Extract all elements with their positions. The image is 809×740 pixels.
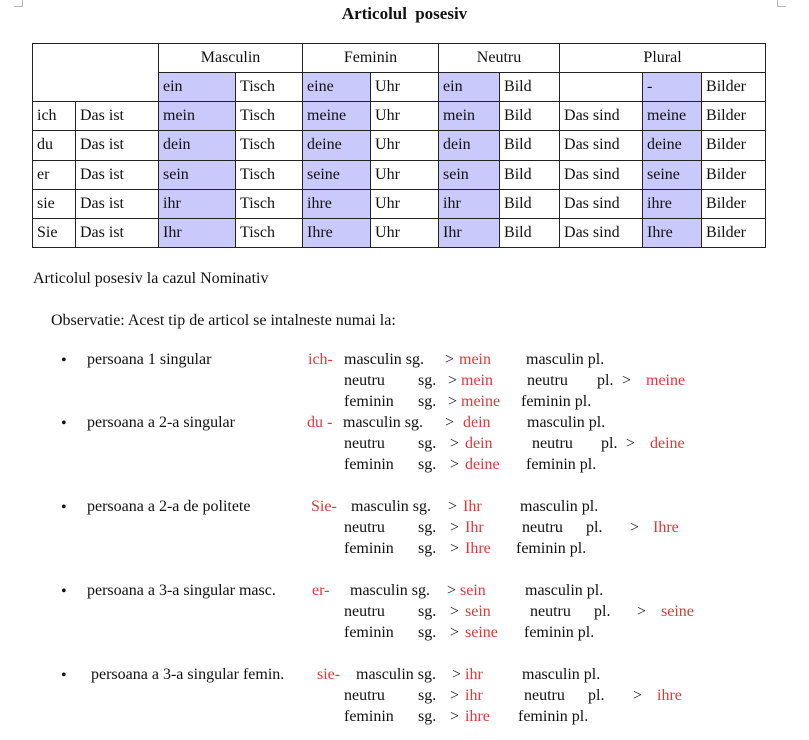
- table-cell: Tisch: [236, 73, 303, 102]
- header-feminin: Feminin: [303, 44, 439, 73]
- possessive-feminin: seine: [465, 624, 498, 641]
- pronoun: er-: [312, 582, 330, 599]
- arrow: >: [448, 393, 458, 410]
- possessive-plural: meine: [646, 372, 686, 389]
- sg-label: sg.: [418, 603, 437, 620]
- pl-label: pl.: [601, 435, 618, 452]
- table-cell: Uhr: [371, 160, 439, 189]
- arrow: >: [448, 372, 458, 389]
- bullet-marker: •: [61, 499, 67, 516]
- table-row: [33, 189, 766, 218]
- table-cell: Das sind: [560, 160, 643, 189]
- table-cell: sie: [33, 189, 76, 218]
- table-row: [33, 218, 766, 247]
- arrow: >: [450, 435, 460, 452]
- header-masculin: Masculin: [159, 44, 303, 73]
- table-cell: Uhr: [371, 131, 439, 160]
- arrow: >: [626, 435, 636, 452]
- possessive-plural: ihre: [657, 687, 682, 704]
- table-cell: deine: [303, 131, 371, 160]
- masculin-pl-label: masculin pl.: [527, 414, 606, 431]
- neutru-sg-label: neutru: [344, 687, 385, 704]
- arrow: >: [450, 687, 460, 704]
- table-cell: Tisch: [236, 189, 303, 218]
- arrow: >: [450, 708, 460, 725]
- arrow: >: [445, 351, 455, 368]
- table-corner-cell: [33, 44, 159, 102]
- possessive-neutru: mein: [461, 372, 493, 389]
- table-cell: Das ist: [76, 218, 159, 247]
- masculin-pl-label: masculin pl.: [520, 498, 599, 515]
- arrow: >: [450, 519, 460, 536]
- table-cell: mein: [439, 102, 500, 131]
- table-cell: Uhr: [371, 102, 439, 131]
- table-cell: Bild: [500, 102, 560, 131]
- sg-label: sg.: [418, 708, 437, 725]
- table-cell: dein: [159, 131, 236, 160]
- feminin-pl-label: feminin pl.: [516, 540, 587, 557]
- table-cell: Ihr: [439, 218, 500, 247]
- header-plural: Plural: [560, 44, 766, 73]
- document-title: Articolul posesiv: [341, 4, 468, 23]
- table-cell: Sie: [33, 218, 76, 247]
- table-cell: Bilder: [702, 160, 766, 189]
- possessive-feminin: meine: [461, 393, 501, 410]
- table-cell: Das ist: [76, 189, 159, 218]
- sg-label: sg.: [418, 456, 437, 473]
- table-cell: dein: [439, 131, 500, 160]
- bullet-marker: •: [61, 415, 67, 432]
- table-cell: Bilder: [702, 218, 766, 247]
- table-cell: Bilder: [702, 73, 766, 102]
- table-cell: eine: [303, 73, 371, 102]
- arrow: >: [633, 687, 643, 704]
- possessive-feminin: deine: [465, 456, 500, 473]
- table-cell: -: [643, 73, 702, 102]
- arrow: >: [450, 624, 460, 641]
- arrow: >: [630, 519, 640, 536]
- possessive-plural: Ihre: [653, 519, 679, 536]
- possessive-feminin: Ihre: [465, 540, 491, 557]
- possessive-masculin: ihr: [465, 666, 483, 683]
- table-cell: Tisch: [236, 218, 303, 247]
- feminin-pl-label: feminin pl.: [526, 456, 597, 473]
- pronoun: Sie-: [311, 498, 337, 515]
- table-cell: du: [33, 131, 76, 160]
- possessive-plural: seine: [661, 603, 694, 620]
- masculin-pl-label: masculin pl.: [526, 351, 605, 368]
- table-cell: [560, 73, 643, 102]
- sg-label: sg.: [418, 393, 437, 410]
- neutru-pl-label: neutru: [532, 435, 573, 452]
- pronoun: ich-: [308, 351, 333, 368]
- arrow: >: [448, 498, 458, 515]
- bullet-marker: •: [61, 583, 67, 600]
- person-label: persoana 1 singular: [87, 351, 212, 368]
- possessive-neutru: Ihr: [465, 519, 484, 536]
- table-cell: Das sind: [560, 102, 643, 131]
- table-cell: ihre: [643, 189, 702, 218]
- pronoun: sie-: [317, 666, 341, 683]
- sg-label: sg.: [418, 519, 437, 536]
- sg-label: sg.: [418, 372, 437, 389]
- possessive-neutru: ihr: [465, 687, 483, 704]
- masculin-sg-label: masculin sg.: [351, 498, 431, 515]
- table-cell: meine: [643, 102, 702, 131]
- bullet-marker: •: [61, 352, 67, 369]
- pronoun: du -: [307, 414, 333, 431]
- person-label: persoana a 2-a de politete: [87, 498, 251, 515]
- person-label: persoana a 3-a singular femin.: [91, 666, 285, 683]
- possessive-masculin: sein: [460, 582, 486, 599]
- table-row: [33, 131, 766, 160]
- table-cell: Tisch: [236, 102, 303, 131]
- table-cell: er: [33, 160, 76, 189]
- table-cell: Das sind: [560, 218, 643, 247]
- arrow: >: [447, 582, 457, 599]
- table-cell: Tisch: [236, 160, 303, 189]
- feminin-sg-label: feminin: [344, 624, 394, 641]
- table-cell: ein: [439, 73, 500, 102]
- table-cell: Bild: [500, 189, 560, 218]
- table-cell: Das ist: [76, 102, 159, 131]
- table-cell: Bild: [500, 160, 560, 189]
- table-cell: Das sind: [560, 131, 643, 160]
- neutru-sg-label: neutru: [344, 603, 385, 620]
- table-header-row: [33, 44, 766, 73]
- table-cell: Bild: [500, 131, 560, 160]
- neutru-sg-label: neutru: [344, 435, 385, 452]
- table-cell: meine: [303, 102, 371, 131]
- table-row: [33, 160, 766, 189]
- neutru-pl-label: neutru: [527, 372, 568, 389]
- possessive-neutru: sein: [465, 603, 491, 620]
- table-cell: ihre: [303, 189, 371, 218]
- observation-text: Observatie: Acest tip de articol se intalneste numai la:: [51, 312, 396, 329]
- possessive-masculin: Ihr: [463, 498, 482, 515]
- table-cell: Das ist: [76, 160, 159, 189]
- table-cell: Uhr: [371, 218, 439, 247]
- neutru-pl-label: neutru: [530, 603, 571, 620]
- neutru-pl-label: neutru: [522, 519, 563, 536]
- masculin-pl-label: masculin pl.: [525, 582, 604, 599]
- neutru-sg-label: neutru: [344, 372, 385, 389]
- masculin-sg-label: masculin sg.: [344, 351, 424, 368]
- feminin-pl-label: feminin pl.: [521, 393, 592, 410]
- table-cell: Ihre: [643, 218, 702, 247]
- feminin-sg-label: feminin: [344, 708, 394, 725]
- person-label: persoana a 2-a singular: [87, 414, 235, 431]
- table-cell: mein: [159, 102, 236, 131]
- feminin-sg-label: feminin: [344, 540, 394, 557]
- feminin-pl-label: feminin pl.: [524, 624, 595, 641]
- arrow: >: [450, 540, 460, 557]
- table-cell: deine: [643, 131, 702, 160]
- arrow: >: [450, 603, 460, 620]
- pl-label: pl.: [597, 372, 614, 389]
- feminin-sg-label: feminin: [344, 393, 394, 410]
- table-cell: Uhr: [371, 189, 439, 218]
- feminin-sg-label: feminin: [344, 456, 394, 473]
- bullet-marker: •: [61, 667, 67, 684]
- table-cell: Das ist: [76, 131, 159, 160]
- table-cell: ich: [33, 102, 76, 131]
- table-cell: Tisch: [236, 131, 303, 160]
- table-cell: seine: [303, 160, 371, 189]
- table-cell: Ihr: [159, 218, 236, 247]
- table-cell: Uhr: [371, 73, 439, 102]
- sg-label: sg.: [418, 540, 437, 557]
- neutru-sg-label: neutru: [344, 519, 385, 536]
- masculin-pl-label: masculin pl.: [522, 666, 601, 683]
- sg-label: sg.: [418, 624, 437, 641]
- table-cell: sein: [439, 160, 500, 189]
- table-cell: Bilder: [702, 189, 766, 218]
- table-cell: Das sind: [560, 189, 643, 218]
- table-cell: Ihre: [303, 218, 371, 247]
- masculin-sg-label: masculin sg.: [356, 666, 436, 683]
- header-neutru: Neutru: [439, 44, 560, 73]
- table-cell: seine: [643, 160, 702, 189]
- pl-label: pl.: [594, 603, 611, 620]
- arrow: >: [450, 456, 460, 473]
- possessive-neutru: dein: [465, 435, 493, 452]
- possessive-feminin: ihre: [465, 708, 490, 725]
- sg-label: sg.: [418, 687, 437, 704]
- arrow: >: [452, 666, 462, 683]
- possessive-plural: deine: [650, 435, 685, 452]
- table-cell: sein: [159, 160, 236, 189]
- neutru-pl-label: neutru: [524, 687, 565, 704]
- masculin-sg-label: masculin sg.: [343, 414, 423, 431]
- table-row: [33, 102, 766, 131]
- table-cell: Bild: [500, 73, 560, 102]
- person-label: persoana a 3-a singular masc.: [87, 582, 276, 599]
- table-cell: Bild: [500, 218, 560, 247]
- table-cell: ihr: [159, 189, 236, 218]
- pl-label: pl.: [586, 519, 603, 536]
- masculin-sg-label: masculin sg.: [350, 582, 430, 599]
- table-cell: Bilder: [702, 131, 766, 160]
- pl-label: pl.: [588, 687, 605, 704]
- caption: Articolul posesiv la cazul Nominativ: [33, 270, 269, 287]
- arrow: >: [622, 372, 632, 389]
- table-cell: ein: [159, 73, 236, 102]
- arrow: >: [637, 603, 647, 620]
- possessive-masculin: mein: [459, 351, 491, 368]
- feminin-pl-label: feminin pl.: [518, 708, 589, 725]
- table-cell: Bilder: [702, 102, 766, 131]
- sg-label: sg.: [418, 435, 437, 452]
- arrow: >: [445, 414, 455, 431]
- possessive-table: [32, 43, 766, 248]
- possessive-masculin: dein: [463, 414, 491, 431]
- table-cell: ihr: [439, 189, 500, 218]
